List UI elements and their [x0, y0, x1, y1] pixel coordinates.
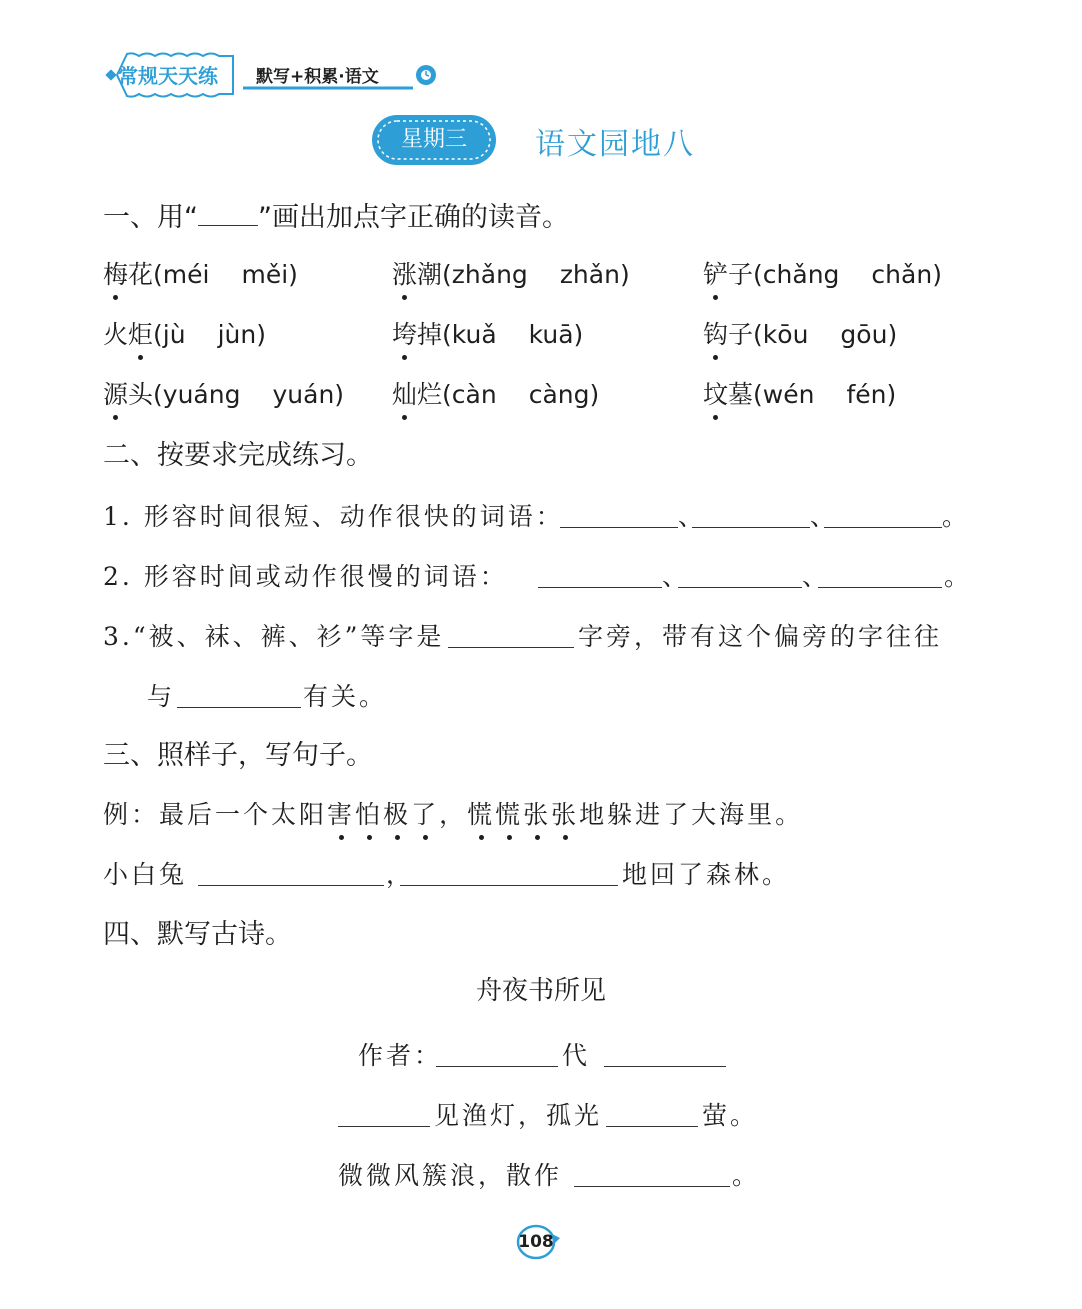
paren-open: (: [153, 320, 163, 349]
pinyin-option[interactable]: wén: [762, 380, 815, 409]
poem-line1-blank-1[interactable]: [338, 1126, 430, 1127]
dynasty-label: 代: [562, 1041, 591, 1070]
pinyin-option[interactable]: kuā: [528, 320, 574, 349]
paren-close: ): [932, 260, 942, 289]
example-rest: 地躲进了大海里。: [579, 800, 804, 829]
q1-text: 1. 形容时间很短、动作很快的词语：: [103, 502, 564, 531]
dotted-char: 源: [103, 375, 128, 411]
pinyin-item: [703, 255, 942, 291]
pinyin-option[interactable]: méi: [162, 260, 210, 289]
word-char: 墓: [728, 380, 754, 409]
q3-blank-1[interactable]: [448, 647, 574, 648]
paren-close: ): [573, 320, 584, 349]
word-char: 花: [128, 260, 154, 289]
task-blank-1[interactable]: [198, 885, 384, 886]
pinyin-option[interactable]: chǎn: [871, 260, 933, 289]
word-char: 烂: [417, 380, 443, 409]
q1-sep-2: 、: [810, 502, 839, 531]
pinyin-option[interactable]: jù: [162, 320, 186, 349]
dotted-char: 钩: [703, 315, 728, 351]
paren-open: (: [753, 380, 763, 409]
task-text-a: 小白兔: [103, 860, 188, 889]
example-comma: ，: [439, 800, 468, 829]
q3-text-a: 3.“被、袜、裤、衫”等字是: [103, 622, 445, 651]
section4-heading: 四、默写古诗。: [103, 919, 292, 950]
dotted-char: 铲: [703, 255, 728, 291]
example-prefix: 例：最后一个太阳: [103, 800, 328, 829]
dotted-char: 慌: [467, 795, 495, 831]
pinyin-item: [103, 255, 298, 291]
pinyin-option[interactable]: kuǎ: [451, 320, 497, 349]
section1-heading-start: 一、用“: [103, 202, 198, 233]
paren-open: (: [442, 260, 452, 289]
author-blank[interactable]: [604, 1066, 726, 1067]
poem-line1-end: 萤。: [702, 1101, 759, 1130]
example-sentence: [103, 795, 803, 831]
pinyin-option[interactable]: měi: [241, 260, 289, 289]
paren-close: ): [334, 380, 345, 409]
task-text-b: 地回了森林。: [622, 860, 791, 889]
paren-close: ): [886, 380, 897, 409]
page-number: 108: [518, 1232, 554, 1252]
pinyin-option[interactable]: gōu: [840, 320, 888, 349]
pinyin-option[interactable]: zhǎn: [559, 260, 620, 289]
example-dotted-2: [467, 800, 579, 829]
q2-end: 。: [944, 562, 973, 591]
dotted-char: 灿: [392, 375, 417, 411]
pinyin-item: [703, 315, 897, 351]
task-blank-2[interactable]: [400, 885, 618, 886]
paren-close: ): [589, 380, 600, 409]
paren-open: (: [153, 260, 163, 289]
poem-line2-start: 微微风簇浪，散作: [338, 1161, 563, 1190]
series-subtitle: 默写+积累·语文: [256, 67, 379, 87]
paren-open: (: [442, 320, 452, 349]
pinyin-item: [703, 375, 896, 411]
dotted-char: 张: [551, 795, 579, 831]
dotted-char: 梅: [103, 255, 128, 291]
pinyin-option[interactable]: yuáng: [162, 380, 241, 409]
series-title: 常规天天练: [118, 64, 218, 88]
paren-open: (: [753, 260, 763, 289]
word-char: 子: [728, 320, 754, 349]
paren-open: (: [753, 320, 763, 349]
pinyin-item: [392, 315, 583, 351]
word-char: 火: [103, 320, 129, 349]
section3-heading: 三、照样子，写句子。: [103, 740, 373, 771]
paren-close: ): [256, 320, 266, 349]
section2-heading: 二、按要求完成练习。: [103, 440, 373, 471]
dotted-char: 慌: [495, 795, 523, 831]
unit-title: 语文园地八: [535, 127, 695, 162]
q2-text: 2. 形容时间或动作很慢的词语：: [103, 562, 508, 591]
q2-blank-2[interactable]: [678, 587, 802, 588]
paren-open: (: [153, 380, 163, 409]
pinyin-option[interactable]: kōu: [762, 320, 809, 349]
pinyin-item: [392, 255, 630, 291]
pinyin-option[interactable]: chǎng: [762, 260, 840, 289]
paren-open: (: [442, 380, 452, 409]
q3-text-b: 字旁，带有这个偏旁的字往往: [578, 622, 943, 651]
poem-line1-blank-2[interactable]: [606, 1126, 698, 1127]
q2-sep-2: 、: [802, 562, 831, 591]
word-char: 头: [128, 380, 154, 409]
poem-line2-end: 。: [732, 1161, 761, 1190]
q3-text-d: 有关。: [303, 682, 388, 711]
paren-close: ): [619, 260, 630, 289]
q1-sep-1: 、: [678, 502, 707, 531]
example-dotted-1: [327, 800, 439, 829]
pinyin-option[interactable]: jùn: [217, 320, 257, 349]
pinyin-item: [103, 375, 344, 411]
q1-blank-3[interactable]: [824, 527, 942, 528]
word-char: 子: [728, 260, 754, 289]
day-label: 星期三: [400, 127, 467, 152]
dotted-char: 害: [327, 795, 355, 831]
q2-blank-3[interactable]: [818, 587, 942, 588]
dotted-char: 涨: [392, 255, 417, 291]
task-comma: ，: [386, 860, 415, 889]
pinyin-option[interactable]: yuán: [272, 380, 335, 409]
pinyin-option[interactable]: fén: [846, 380, 887, 409]
pinyin-item: [103, 315, 266, 351]
word-char: 潮: [417, 260, 443, 289]
pinyin-item: [392, 375, 599, 411]
dotted-char: 垮: [392, 315, 417, 351]
pinyin-option[interactable]: zhǎng: [451, 260, 528, 289]
word-char: 掉: [417, 320, 443, 349]
dotted-char: 张: [523, 795, 551, 831]
dotted-char: 了: [411, 795, 439, 831]
q1-blank-2[interactable]: [692, 527, 810, 528]
dynasty-blank[interactable]: [436, 1066, 558, 1067]
q3-text-c: 与: [147, 682, 176, 711]
dotted-char: 坟: [703, 375, 728, 411]
poem-line2-blank[interactable]: [574, 1186, 730, 1187]
q2-sep-1: 、: [662, 562, 691, 591]
pinyin-option[interactable]: càng: [528, 380, 590, 409]
paren-close: ): [887, 320, 898, 349]
q2-blank-1[interactable]: [538, 587, 662, 588]
poem-line1-mid: 见渔灯，孤光: [434, 1101, 603, 1130]
q1-end: 。: [942, 502, 971, 531]
paren-close: ): [288, 260, 298, 289]
underline-sample: [198, 203, 258, 226]
q3-blank-2[interactable]: [177, 707, 301, 708]
author-label: 作者：: [358, 1041, 443, 1070]
q1-blank-1[interactable]: [560, 527, 678, 528]
poem-title: 舟夜书所见: [475, 976, 606, 1006]
pinyin-option[interactable]: càn: [451, 380, 497, 409]
section1-heading: [103, 195, 569, 234]
dotted-char: 怕: [355, 795, 383, 831]
dotted-char: 极: [383, 795, 411, 831]
dotted-char: 炬: [128, 315, 153, 351]
section1-heading-end: ”画出加点字正确的读音。: [258, 202, 569, 233]
